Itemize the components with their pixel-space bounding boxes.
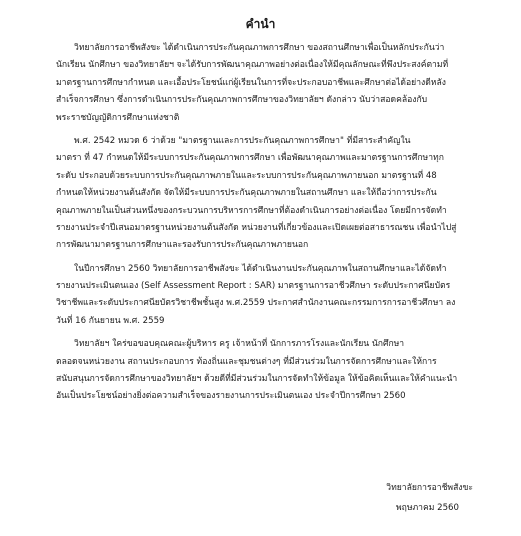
paragraph-line: พระราชบัญญัติการศึกษาแห่งชาติ — [56, 112, 180, 123]
paragraph-line: มาตรา ที่ 47 กำหนดให้มีระบบการประกันคุณภาพการศึกษา เพื่อพัฒนาคุณภาพและมาตรฐานการศึกษาทุก — [56, 153, 444, 164]
paragraph-line: รายงานประเมินตนเอง (Self Assessment Report : SAR) มาตรฐานการอาชีวศึกษา ระดับประกาศนียบัตร — [56, 281, 451, 292]
paragraph-line: กำหนดให้หน่วยงานต้นสังกัด จัดให้มีระบบการประกันคุณภาพภายในสถานศึกษา และให้ถือว่าการประกัน — [56, 188, 437, 199]
paragraph-line: อันเป็นประโยชน์อย่างยิ่งต่อความสำเร็จของรายงานการประเมินตนเอง ประจำปีการศึกษา 2560 — [56, 391, 406, 402]
paragraph-line: วิทยาลัยฯ ใคร่ขอขอบคุณคณะผู้บริหาร ครู เจ้าหน้าที่ นักการภารโรงและนักเรียน นักศึกษา — [74, 339, 405, 350]
paragraph-line: วันที่ 16 กันยายน พ.ศ. 2559 — [56, 315, 165, 326]
page-title: คำนำ — [245, 17, 276, 31]
paragraph-3 — [56, 261, 475, 331]
paragraph-line: ในปีการศึกษา 2560 วิทยาลัยการอาชีพสังขะ ได้ดำเนินงานประกันคุณภาพในสถานศึกษาและได้จัดทำ — [74, 263, 447, 274]
paragraph-line: มาตรฐานการศึกษากำหนด และเอื้อประโยชน์แก่ผู้เรียนในการที่จะประกอบอาชีพและศึกษาต่อได้อย่างดีหลัง — [56, 77, 446, 88]
paragraph-line: นักเรียน นักศึกษา ของวิทยาลัยฯ จะได้รับการพัฒนาคุณภาพอย่างต่อเนื่องให้มีคุณลักษณะที่พึงประสงค์ตามที่ — [56, 60, 449, 71]
paragraph-line: สำเร็จการศึกษา ซึ่งการดำเนินการประกันคุณภาพการศึกษาของวิทยาลัยฯ ดังกล่าว นับว่าสอดคล้องกับ — [56, 95, 428, 106]
signature-date: พฤษภาคม 2560 — [395, 503, 459, 513]
paragraph-line: ระดับ ประกอบด้วยระบบการประกันคุณภาพภายในและระบบการประกันคุณภาพภายนอก มาตรฐานที่ 48 — [56, 170, 437, 181]
paragraph-4 — [56, 336, 475, 406]
paragraph-2 — [56, 133, 475, 255]
paragraph-line: ตลอดจนหน่วยงาน สถานประกอบการ ท้องถิ่นและชุมชนต่างๆ ที่มีส่วนร่วมในการจัดการศึกษาและให้การ — [56, 356, 437, 367]
paragraph-line: คุณภาพภายในเป็นส่วนหนึ่งของกระบวนการบริหารการศึกษาที่ต้องดำเนินการอย่างต่อเนื่อง โดยมีการจัดทำ — [56, 205, 447, 216]
paragraph-line: การพัฒนามาตรฐานการศึกษาและรองรับการประกันคุณภาพภายนอก — [56, 240, 309, 251]
paragraph-line: วิทยาลัยการอาชีพสังขะ ได้ดำเนินการประกันคุณภาพการศึกษา ของสถานศึกษาเพื่อเป็นหลักประกันว่า — [74, 43, 445, 53]
preface-body — [56, 40, 475, 412]
paragraph-line: รายงานประจำปีเสนอมาตรฐานหน่วยงานต้นสังกัด หน่วยงานที่เกี่ยวข้องและเปิดเผยต่อสาธารณชน เพื่อนำไปสู่ — [56, 222, 457, 233]
paragraph-line: สนับสนุนการจัดการศึกษาของวิทยาลัยฯ ด้วยดีที่มีส่วนร่วมในการจัดทำให้ข้อมูล ให้ข้อคิดเห็นและให้คำแนะนำ — [56, 374, 458, 385]
paragraph-1 — [56, 40, 475, 127]
paragraph-line: วิชาชีพและระดับประกาศนียบัตรวิชาชีพชั้นสูง พ.ศ.2559 ประกาศสำนักงานคณะกรรมการการอาชีวศึกษา ลง — [56, 298, 456, 309]
signature-organization: วิทยาลัยการอาชีพสังขะ — [386, 483, 473, 493]
paragraph-line: พ.ศ. 2542 หมวด 6 ว่าด้วย "มาตรฐานและการประกันคุณภาพการศึกษา" ที่มีสาระสำคัญใน — [74, 135, 411, 146]
